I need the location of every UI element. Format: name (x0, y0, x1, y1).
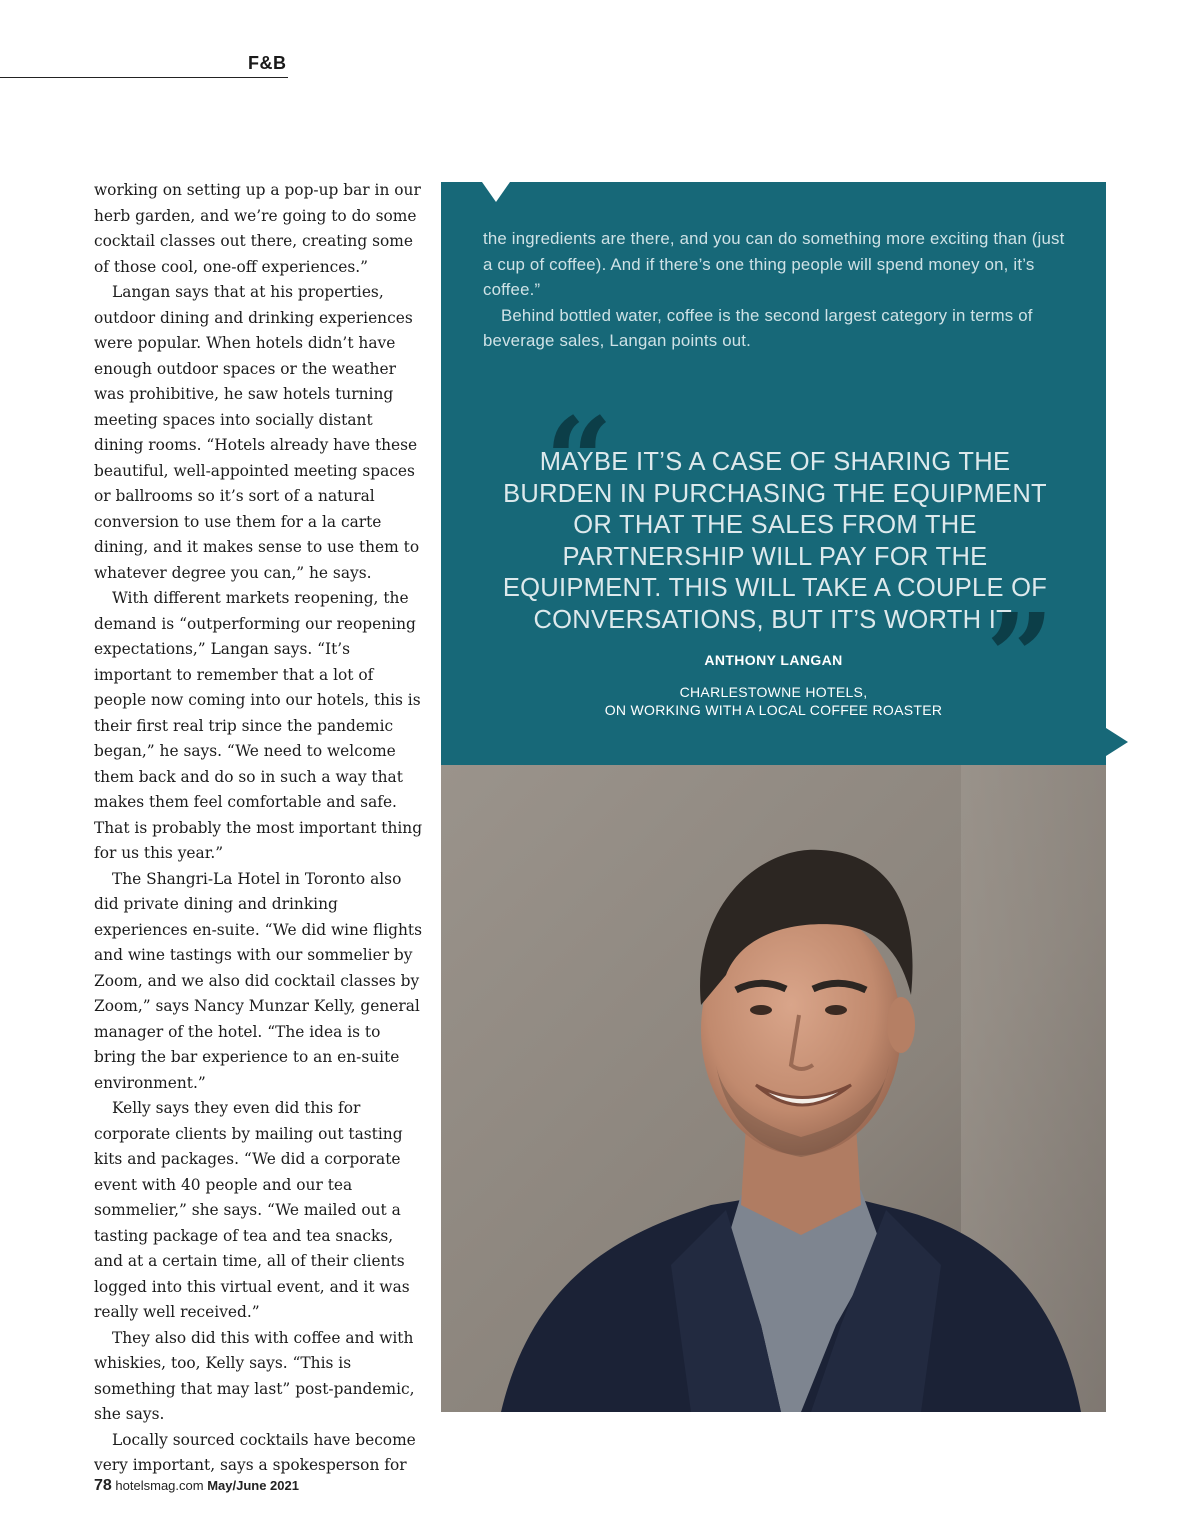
footer-issue: May/June 2021 (207, 1478, 299, 1493)
body-paragraph: The Shangri-La Hotel in Toronto also did private dining and drinking experiences en-suite. “We did wine flights and wine tastings with our sommelier by Zoom, and we also did cocktail classes by Zoom,” says Nancy Munzar Kelly, general manager of the hotel. “The idea is to bring the bar experience to an en-suite environment.” (94, 869, 423, 1092)
sidebar-text (483, 226, 1073, 354)
quote-attribution-role (441, 684, 1106, 719)
quote-attribution-name: ANTHONY LANGAN (704, 652, 843, 668)
sidebar-paragraph: the ingredients are there, and you can do something more exciting than (just a cup of coffee). And if there’s one thing people will spend money on, it’s coffee.” (483, 229, 1065, 299)
close-quote-mark: ” (986, 587, 1054, 726)
sidebar-paragraph: Behind bottled water, coffee is the second largest category in terms of beverage sales, Langan points out. (483, 305, 1033, 350)
section-rule (0, 77, 288, 78)
open-quote-mark: “ (545, 391, 613, 530)
box-notch (482, 182, 510, 202)
role-line: CHARLESTOWNE HOTELS, (679, 684, 868, 700)
body-paragraph: Langan says that at his properties, outdoor dining and drinking experiences were popular. When hotels didn’t have enough outdoor spaces or the weather was prohibitive, he saw hotels turning meeting spaces into socially distant dining rooms. “Hotels already have these beautiful, well-appointed meeting spaces or ballrooms so it’s sort of a natural conversion to use them for a la carte dining, and it makes sense to use them to whatever degree you can,” he says. (94, 283, 420, 582)
article-body-column (94, 178, 424, 1479)
body-paragraph: working on setting up a pop-up bar in our herb garden, and we’re going to do some cocktail classes out there, creating some of those cool, one-off experiences.” (94, 181, 421, 276)
section-tag: F&B (248, 53, 287, 73)
role-line: ON WORKING WITH A LOCAL COFFEE ROASTER (604, 701, 943, 718)
body-paragraph: Locally sourced cocktails have become very important, says a spokesperson for (94, 1430, 416, 1474)
body-paragraph: Kelly says they even did this for corporate clients by mailing out tasting kits and packages. “We did a corporate event with 40 people and our tea sommelier,” she says. “We mailed out a tasting package of tea and tea snacks, and at a certain time, all of their clients logged into this virtual event, and it was really well received.” (94, 1099, 410, 1321)
box-pointer-arrow (1106, 728, 1128, 756)
footer-site: hotelsmag.com (115, 1478, 204, 1493)
body-paragraph: With different markets reopening, the demand is “outperforming our reopening expectations,” Langan says. “It’s important to remember that a lot of people now coming into our hotels, this is their first real trip since the pandemic began,” he says. “We need to welcome them back and do so in such a way that makes them feel comfortable and safe. That is probably the most important thing for us this year.” (94, 589, 423, 862)
body-paragraph: They also did this with coffee and with whiskies, too, Kelly says. “This is something that may last” post-pandemic, she says. (94, 1328, 415, 1423)
page-number: 78 (94, 1477, 112, 1494)
page-footer (94, 1477, 299, 1495)
pull-quote: MAYBE IT’S A CASE OF SHARING THE BURDEN IN PURCHASING THE EQUIPMENT OR THAT THE SALES FROM THE PARTNERSHIP WILL PAY FOR THE EQUIPMENT. THIS WILL TAKE A COUPLE OF CONVERSATIONS, BUT IT’S WORTH IT. (502, 448, 1048, 634)
portrait-photo (441, 765, 1106, 1412)
